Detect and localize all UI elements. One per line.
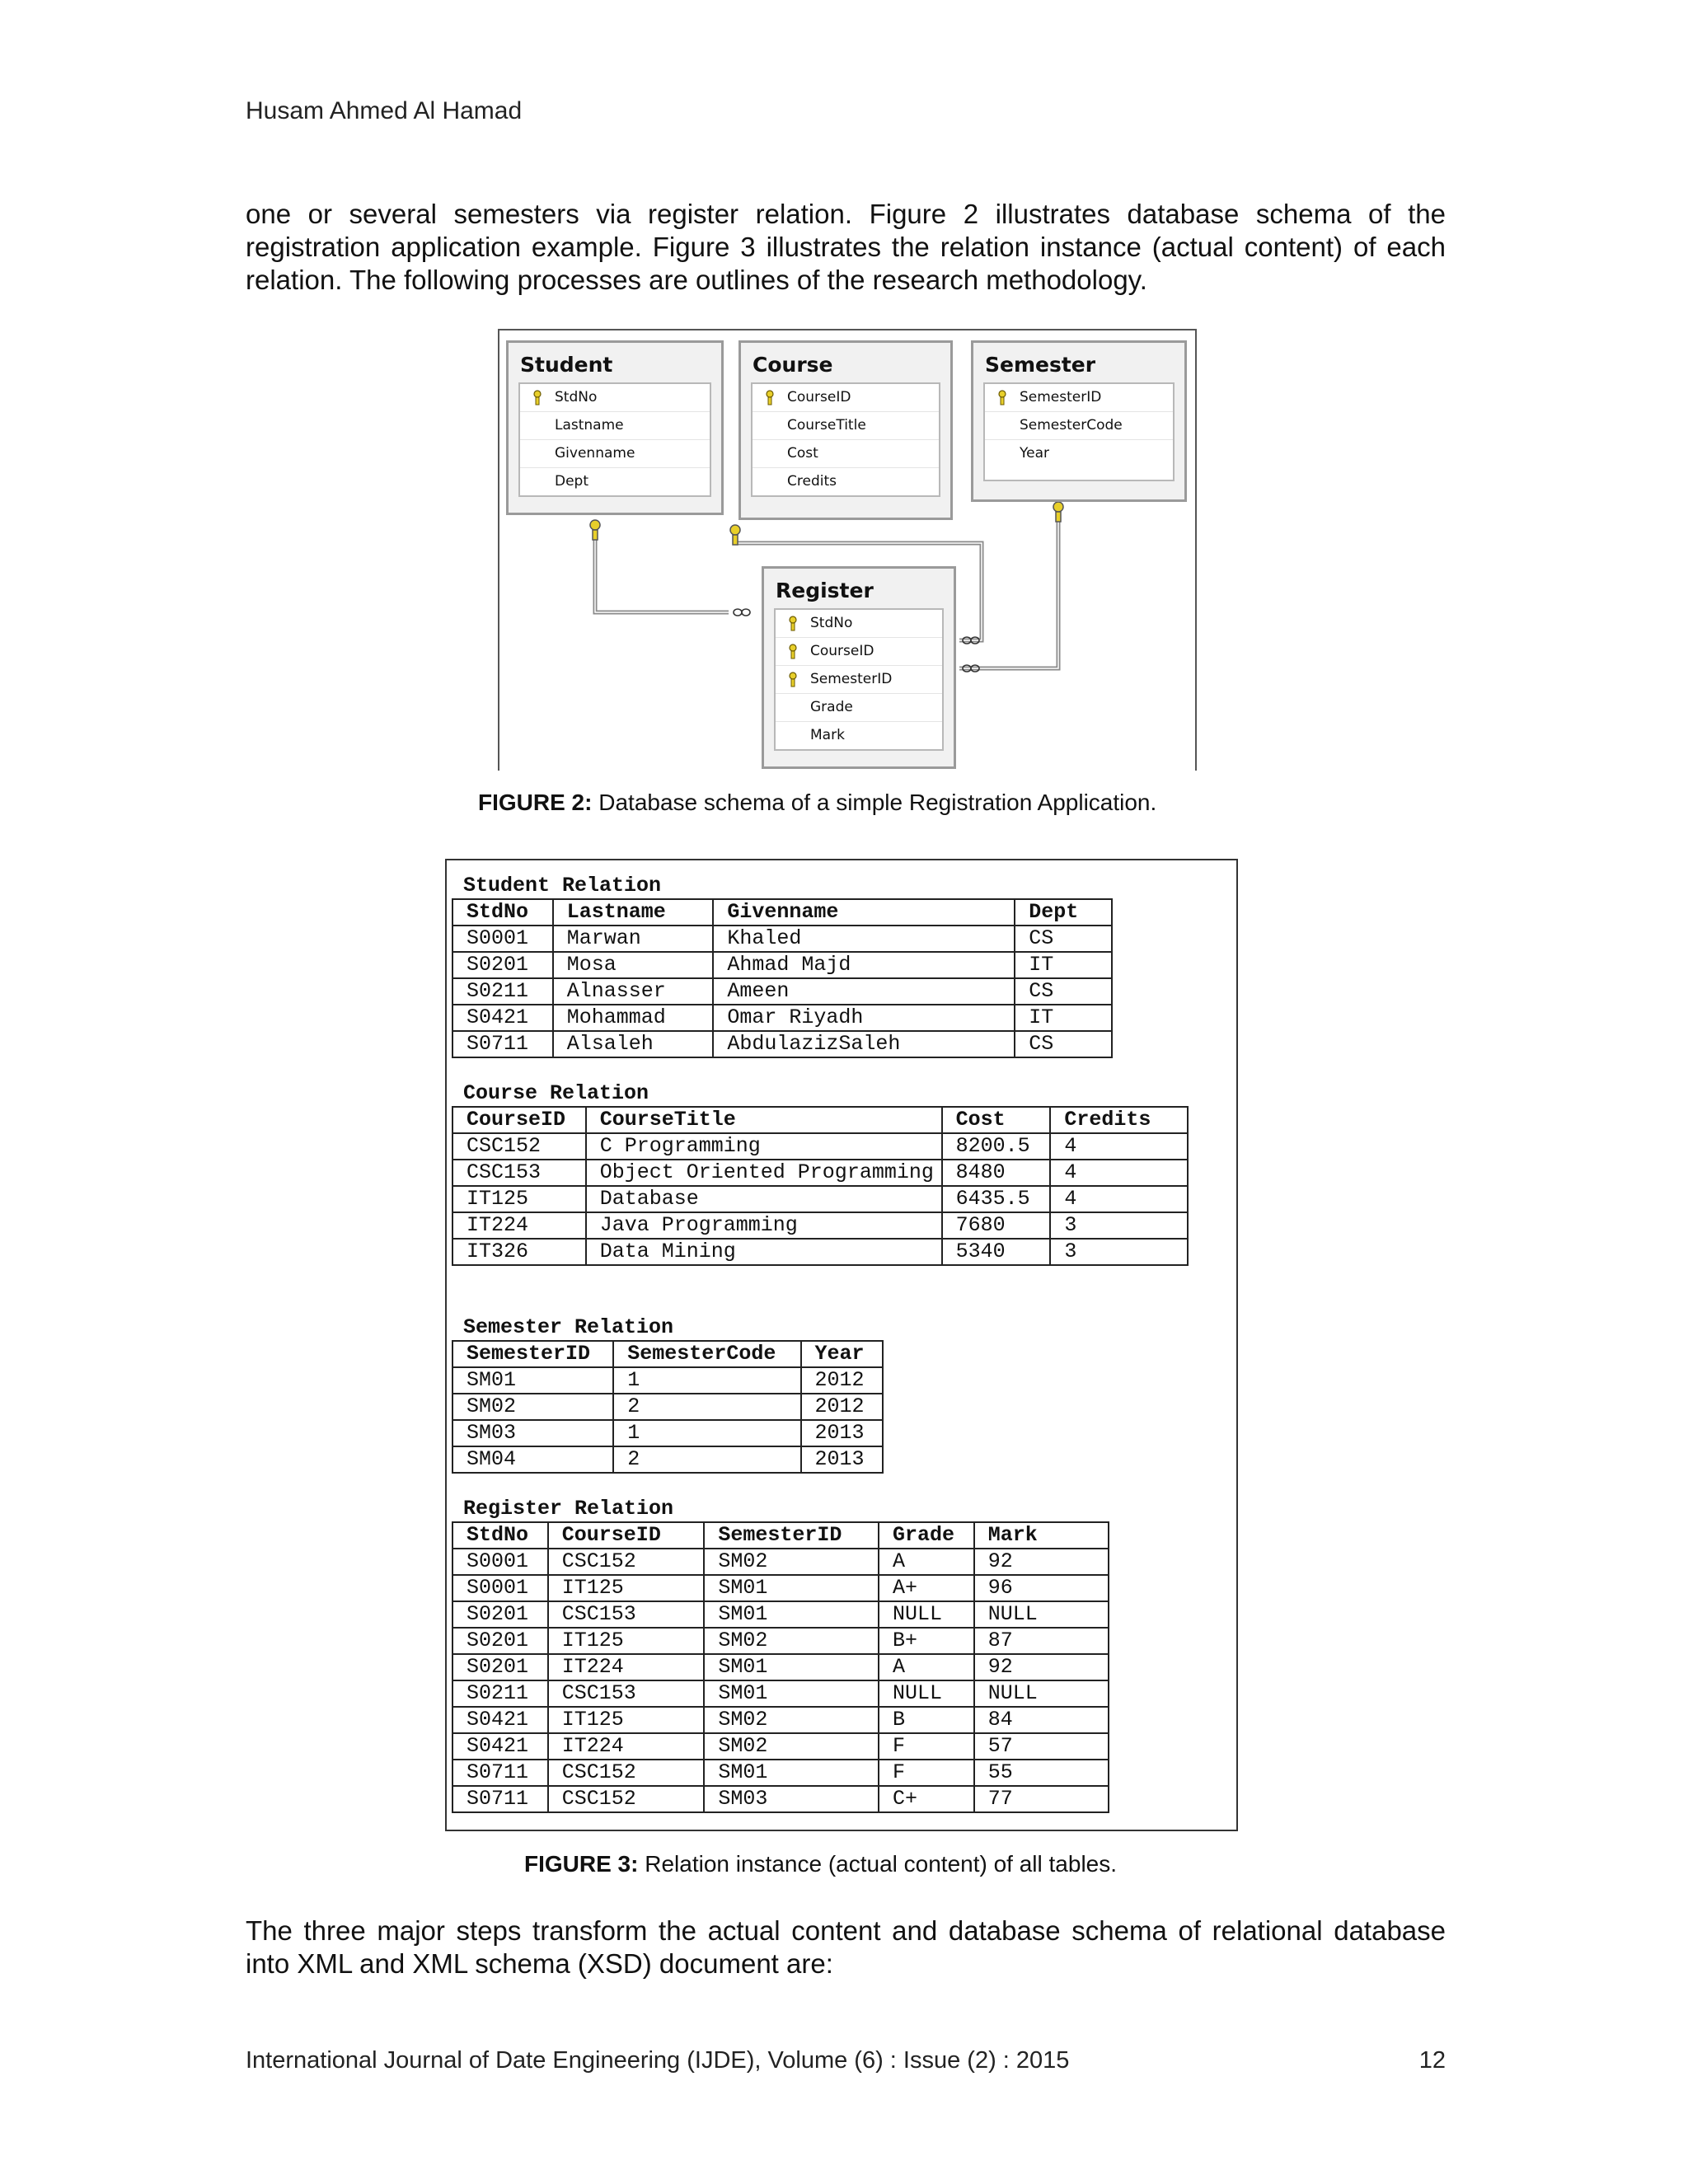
table-row bbox=[452, 1367, 883, 1394]
table-cell: IT bbox=[1015, 1005, 1112, 1031]
table-cell: 1 bbox=[613, 1420, 800, 1446]
table-cell: SM01 bbox=[704, 1654, 879, 1680]
entity-title: Course bbox=[753, 353, 833, 377]
table-cell: Omar Riyadh bbox=[713, 1005, 1015, 1031]
table-cell: SM01 bbox=[452, 1367, 613, 1394]
semester-relation-title: Semester Relation bbox=[463, 1315, 674, 1339]
caption-text: Database schema of a simple Registration Application. bbox=[592, 790, 1157, 815]
table-cell: C+ bbox=[879, 1786, 974, 1812]
field-name: Givenname bbox=[555, 445, 635, 462]
field-row bbox=[520, 468, 710, 495]
page-number: 12 bbox=[1418, 2047, 1446, 2074]
column-header: Grade bbox=[879, 1522, 974, 1549]
table-cell: Alnasser bbox=[553, 978, 714, 1005]
table-cell: 3 bbox=[1050, 1239, 1188, 1265]
table-row bbox=[452, 1707, 1109, 1733]
table-row bbox=[452, 1680, 1109, 1707]
table-cell: 92 bbox=[974, 1654, 1109, 1680]
table-cell: Mosa bbox=[553, 952, 714, 978]
table-row bbox=[452, 926, 1112, 952]
table-cell: CSC153 bbox=[452, 1160, 586, 1186]
entity-semester[interactable] bbox=[971, 340, 1187, 502]
table-row bbox=[452, 952, 1112, 978]
course-relation-table bbox=[452, 1106, 1189, 1266]
field-row bbox=[753, 468, 939, 495]
table-row bbox=[452, 1420, 883, 1446]
column-header: Givenname bbox=[713, 899, 1015, 926]
table-cell: IT125 bbox=[548, 1575, 705, 1601]
table-cell: 84 bbox=[974, 1707, 1109, 1733]
table-cell: S0001 bbox=[452, 1549, 548, 1575]
register-relation-table bbox=[452, 1521, 1109, 1813]
semester-relation-table bbox=[452, 1340, 884, 1474]
table-cell: S0421 bbox=[452, 1733, 548, 1760]
table-cell: CSC152 bbox=[452, 1133, 586, 1160]
table-cell: 2013 bbox=[801, 1420, 883, 1446]
table-row bbox=[452, 1654, 1109, 1680]
field-name: CourseID bbox=[810, 643, 874, 659]
column-header: Mark bbox=[974, 1522, 1109, 1549]
column-header: Year bbox=[801, 1341, 883, 1367]
table-cell: S0211 bbox=[452, 978, 553, 1005]
entity-fields bbox=[751, 382, 940, 497]
table-cell: S0001 bbox=[452, 1575, 548, 1601]
field-name: Grade bbox=[810, 699, 853, 715]
field-row bbox=[776, 722, 942, 749]
closing-paragraph: The three major steps transform the actual content and database schema of relational database into XML and XML schema (XSD) document are: bbox=[246, 1915, 1446, 1979]
field-row bbox=[985, 384, 1173, 412]
table-cell: 4 bbox=[1050, 1133, 1188, 1160]
table-cell: S0201 bbox=[452, 1601, 548, 1628]
field-name: CourseID bbox=[787, 389, 851, 405]
table-header-row bbox=[452, 1522, 1109, 1549]
field-name: SemesterID bbox=[810, 671, 893, 687]
field-row bbox=[776, 638, 942, 666]
table-cell: SM02 bbox=[452, 1394, 613, 1420]
caption-text: Relation instance (actual content) of all tables. bbox=[638, 1851, 1118, 1877]
table-cell: 5340 bbox=[942, 1239, 1051, 1265]
field-name: SemesterCode bbox=[1020, 417, 1123, 434]
table-cell: Java Programming bbox=[586, 1212, 942, 1239]
field-name: Credits bbox=[787, 473, 837, 490]
table-row bbox=[452, 1031, 1112, 1057]
table-cell: SM01 bbox=[704, 1760, 879, 1786]
running-header-author: Husam Ahmed Al Hamad bbox=[246, 97, 523, 124]
table-cell: 92 bbox=[974, 1549, 1109, 1575]
table-cell: 96 bbox=[974, 1575, 1109, 1601]
field-row bbox=[776, 694, 942, 722]
table-row bbox=[452, 1239, 1188, 1265]
table-row bbox=[452, 1575, 1109, 1601]
field-row bbox=[985, 412, 1173, 440]
field-row bbox=[753, 412, 939, 440]
table-cell: S0211 bbox=[452, 1680, 548, 1707]
table-cell: A+ bbox=[879, 1575, 974, 1601]
table-cell: Ahmad Majd bbox=[713, 952, 1015, 978]
table-cell: 2 bbox=[613, 1446, 800, 1473]
intro-paragraph: one or several semesters via register relation. Figure 2 illustrates database schema of the registration application example. Figure 3 illustrates the relation instance (actual content) of each relation. The following processes are outlines of the research methodology. bbox=[246, 199, 1446, 295]
field-name: SemesterID bbox=[1020, 389, 1102, 405]
table-header-row bbox=[452, 899, 1112, 926]
table-header-row bbox=[452, 1341, 883, 1367]
primary-key-icon bbox=[996, 390, 1008, 406]
field-row bbox=[753, 440, 939, 468]
table-cell: NULL bbox=[974, 1680, 1109, 1707]
table-cell: Alsaleh bbox=[553, 1031, 714, 1057]
table-cell: SM04 bbox=[452, 1446, 613, 1473]
entity-fields bbox=[518, 382, 711, 497]
table-cell: S0201 bbox=[452, 1628, 548, 1654]
table-cell: A bbox=[879, 1549, 974, 1575]
table-cell: S0201 bbox=[452, 1654, 548, 1680]
table-cell: F bbox=[879, 1760, 974, 1786]
table-cell: CSC152 bbox=[548, 1549, 705, 1575]
table-cell: 1 bbox=[613, 1367, 800, 1394]
table-cell: Data Mining bbox=[586, 1239, 942, 1265]
entity-register[interactable] bbox=[762, 566, 956, 769]
column-header: Dept bbox=[1015, 899, 1112, 926]
table-cell: C Programming bbox=[586, 1133, 942, 1160]
column-header: CourseID bbox=[452, 1107, 586, 1133]
table-cell: S0001 bbox=[452, 926, 553, 952]
table-cell: F bbox=[879, 1733, 974, 1760]
table-row bbox=[452, 1628, 1109, 1654]
entity-fields bbox=[983, 382, 1175, 481]
column-header: Cost bbox=[942, 1107, 1051, 1133]
table-cell: SM02 bbox=[704, 1549, 879, 1575]
table-cell: 55 bbox=[974, 1760, 1109, 1786]
field-row bbox=[776, 666, 942, 694]
table-cell: SM02 bbox=[704, 1707, 879, 1733]
column-header: CourseTitle bbox=[586, 1107, 942, 1133]
table-row bbox=[452, 1160, 1188, 1186]
primary-key-icon bbox=[787, 616, 799, 632]
table-row bbox=[452, 1446, 883, 1473]
table-cell: AbdulazizSaleh bbox=[713, 1031, 1015, 1057]
table-cell: IT bbox=[1015, 952, 1112, 978]
field-name: Mark bbox=[810, 727, 845, 743]
table-cell: IT326 bbox=[452, 1239, 586, 1265]
student-relation-title: Student Relation bbox=[463, 874, 662, 898]
table-cell: IT125 bbox=[452, 1186, 586, 1212]
table-cell: 2012 bbox=[801, 1367, 883, 1394]
table-cell: 2012 bbox=[801, 1394, 883, 1420]
table-row bbox=[452, 1760, 1109, 1786]
primary-key-icon bbox=[764, 390, 776, 406]
register-relation-title: Register Relation bbox=[463, 1497, 674, 1521]
table-cell: NULL bbox=[974, 1601, 1109, 1628]
table-cell: SM03 bbox=[452, 1420, 613, 1446]
table-cell: Object Oriented Programming bbox=[586, 1160, 942, 1186]
table-row bbox=[452, 1549, 1109, 1575]
course-relation-title: Course Relation bbox=[463, 1081, 649, 1105]
figure-3-relation-tables bbox=[445, 859, 1238, 1831]
table-cell: S0711 bbox=[452, 1031, 553, 1057]
table-row bbox=[452, 978, 1112, 1005]
column-header: SemesterCode bbox=[613, 1341, 800, 1367]
table-cell: CSC153 bbox=[548, 1680, 705, 1707]
table-row bbox=[452, 1786, 1109, 1812]
entity-course[interactable] bbox=[738, 340, 953, 520]
table-cell: Marwan bbox=[553, 926, 714, 952]
primary-key-icon bbox=[787, 672, 799, 688]
table-cell: 57 bbox=[974, 1733, 1109, 1760]
student-relation-table bbox=[452, 898, 1113, 1058]
field-name: Dept bbox=[555, 473, 589, 490]
table-cell: CSC152 bbox=[548, 1786, 705, 1812]
table-cell: NULL bbox=[879, 1601, 974, 1628]
table-cell: CSC152 bbox=[548, 1760, 705, 1786]
table-cell: SM02 bbox=[704, 1628, 879, 1654]
table-row bbox=[452, 1394, 883, 1420]
table-cell: Khaled bbox=[713, 926, 1015, 952]
table-cell: IT224 bbox=[548, 1733, 705, 1760]
entity-title: Semester bbox=[985, 353, 1096, 377]
table-header-row bbox=[452, 1107, 1188, 1133]
column-header: CourseID bbox=[548, 1522, 705, 1549]
table-cell: 77 bbox=[974, 1786, 1109, 1812]
table-cell: B+ bbox=[879, 1628, 974, 1654]
column-header: StdNo bbox=[452, 899, 553, 926]
table-cell: 8200.5 bbox=[942, 1133, 1051, 1160]
table-cell: IT224 bbox=[548, 1654, 705, 1680]
table-cell: 4 bbox=[1050, 1186, 1188, 1212]
table-row bbox=[452, 1601, 1109, 1628]
table-cell: S0711 bbox=[452, 1760, 548, 1786]
field-row bbox=[776, 610, 942, 638]
figure-2-schema-diagram bbox=[498, 329, 1197, 771]
table-cell: 87 bbox=[974, 1628, 1109, 1654]
entity-fields bbox=[774, 608, 944, 751]
table-cell: IT224 bbox=[452, 1212, 586, 1239]
table-cell: SM01 bbox=[704, 1680, 879, 1707]
table-cell: 7680 bbox=[942, 1212, 1051, 1239]
table-row bbox=[452, 1212, 1188, 1239]
table-cell: B bbox=[879, 1707, 974, 1733]
caption-label: FIGURE 3: bbox=[524, 1851, 639, 1877]
entity-title: Student bbox=[520, 353, 613, 377]
figure-3-caption bbox=[524, 1851, 1117, 1877]
student-register-link bbox=[595, 522, 729, 612]
table-cell: S0711 bbox=[452, 1786, 548, 1812]
table-cell: NULL bbox=[879, 1680, 974, 1707]
table-cell: SM03 bbox=[704, 1786, 879, 1812]
caption-label: FIGURE 2: bbox=[478, 790, 593, 815]
table-cell: Mohammad bbox=[553, 1005, 714, 1031]
table-cell: CSC153 bbox=[548, 1601, 705, 1628]
table-cell: 3 bbox=[1050, 1212, 1188, 1239]
table-cell: S0421 bbox=[452, 1707, 548, 1733]
column-header: SemesterID bbox=[704, 1522, 879, 1549]
field-row bbox=[985, 440, 1173, 467]
field-row bbox=[520, 412, 710, 440]
entity-student[interactable] bbox=[506, 340, 724, 515]
field-name: CourseTitle bbox=[787, 417, 866, 434]
table-cell: A bbox=[879, 1654, 974, 1680]
field-name: Cost bbox=[787, 445, 818, 462]
primary-key-icon bbox=[532, 390, 543, 406]
table-cell: CS bbox=[1015, 978, 1112, 1005]
table-cell: 8480 bbox=[942, 1160, 1051, 1186]
table-cell: Database bbox=[586, 1186, 942, 1212]
table-row bbox=[452, 1005, 1112, 1031]
table-cell: 2 bbox=[613, 1394, 800, 1420]
figure-2-caption bbox=[478, 790, 1156, 816]
table-cell: CS bbox=[1015, 1031, 1112, 1057]
table-cell: 4 bbox=[1050, 1160, 1188, 1186]
column-header: SemesterID bbox=[452, 1341, 613, 1367]
primary-key-icon bbox=[787, 644, 799, 660]
column-header: Lastname bbox=[553, 899, 714, 926]
field-name: StdNo bbox=[810, 615, 853, 631]
table-row bbox=[452, 1186, 1188, 1212]
field-row bbox=[753, 384, 939, 412]
field-row bbox=[520, 384, 710, 412]
table-cell: 2013 bbox=[801, 1446, 883, 1473]
field-name: Year bbox=[1020, 445, 1049, 462]
table-cell: S0421 bbox=[452, 1005, 553, 1031]
table-row bbox=[452, 1733, 1109, 1760]
field-row bbox=[520, 440, 710, 468]
table-cell: IT125 bbox=[548, 1707, 705, 1733]
table-cell: SM01 bbox=[704, 1601, 879, 1628]
column-header: Credits bbox=[1050, 1107, 1188, 1133]
field-name: Lastname bbox=[555, 417, 624, 434]
field-name: StdNo bbox=[555, 389, 598, 405]
table-cell: SM01 bbox=[704, 1575, 879, 1601]
column-header: StdNo bbox=[452, 1522, 548, 1549]
table-cell: 6435.5 bbox=[942, 1186, 1051, 1212]
table-cell: Ameen bbox=[713, 978, 1015, 1005]
table-cell: SM02 bbox=[704, 1733, 879, 1760]
table-cell: CS bbox=[1015, 926, 1112, 952]
journal-footer: International Journal of Date Engineering (IJDE), Volume (6) : Issue (2) : 2015 bbox=[246, 2047, 1070, 2074]
entity-title: Register bbox=[776, 579, 874, 602]
table-row bbox=[452, 1133, 1188, 1160]
table-cell: IT125 bbox=[548, 1628, 705, 1654]
table-cell: S0201 bbox=[452, 952, 553, 978]
